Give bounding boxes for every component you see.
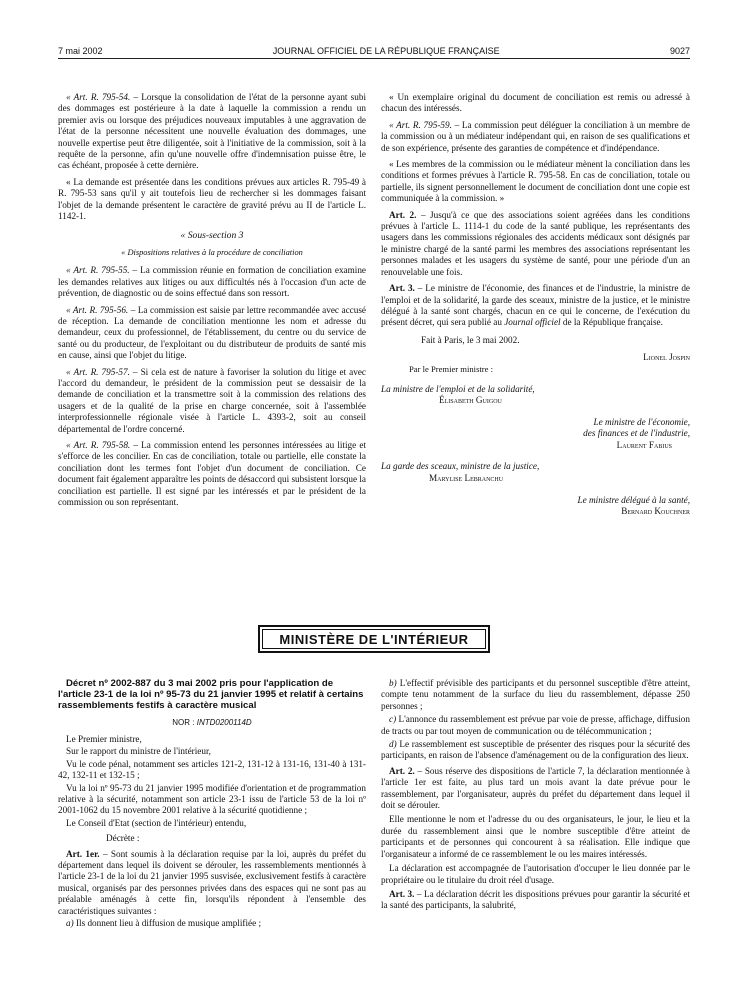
article-r795-54-para2: « La demande est présentée dans les conditions prévues aux articles R. 795-49 à R. 795-53 sans qu'il y ait toutefois lieu de rechercher si les dommages faisant l'objet de la demande présentent le caractère de gravité prévu au II de l'article L. 1142-1. — [58, 176, 366, 222]
decrete: Décrète : — [106, 833, 140, 844]
ministry-heading-text: MINISTÈRE DE L'INTÉRIEUR — [279, 631, 469, 647]
header-date: 7 mai 2002 — [58, 46, 103, 56]
mediator-para: « Les membres de la commission ou le médiateur mènent la conciliation dans les conditions et formes prévues à l'article R. 795-58. En cas de conciliation, totale ou partielle, ils signent personnellement le document de conciliation dont une copie est communiquée à la commission. » — [381, 159, 690, 204]
conseil-etat: Le Conseil d'Etat (section de l'intérieur) entendu, — [66, 817, 247, 828]
conciliation-copy-para: « Un exemplaire original du document de conciliation est remis ou adressé à chacun des intéressés. — [381, 92, 690, 114]
par-le-premier-ministre: Par le Premier ministre : — [409, 363, 494, 374]
left-column-bottom — [58, 678, 366, 935]
article-r795-56: « Art. R. 795-56. – La commission est saisie par lettre recommandée avec accusé de réception. La demande de conciliation mentionne les nom et adresse du demandeur, ceux du professionnel, de l'établissement, du centre ou du service de santé ou du producteur, de l'exploitant ou du distributeur de produits de santé mis en cause, ainsi que l'objet du litige. — [58, 304, 366, 361]
sur-le-rapport: Sur le rapport du ministre de l'intérieur, — [66, 746, 211, 757]
minister-sante-name: Bernard Kouchner — [621, 506, 690, 517]
premier-ministre: Le Premier ministre, — [66, 734, 142, 745]
article-1-c: c) L'annonce du rassemblement est prévue par voie de presse, affichage, diffusion de tracts ou par tout moyen de communication ou de télécommunication ; — [381, 714, 690, 736]
minister-economie-title-b: des finances et de l'industrie, — [583, 428, 690, 439]
decree-article-2: Art. 2. – Sous réserve des dispositions de l'article 7, la déclaration mentionnée à l'article 1er est faite, au plus tard un mois avant la date prévue pour le rassemblement, par l'organisateur, auprès du préfet du département dans lequel il doit se dérouler. — [381, 765, 690, 811]
article-r795-54: « Art. R. 795-54. – Lorsque la consolidation de l'état de la personne ayant subi des dommages est postérieure à la date à laquelle la commission a rendu un premier avis ou lorsque des préjudices nouveaux imputables à une aggravation de l'état de la personne nécessitent une nouvelle évaluation des dommages, une nouvelle expertise peut être diligentée, soit à l'initiative de la commission, soit à la requête de la personne, afin qu'une nouvelle offre d'indemnisation puisse être, le cas échéant, proposée à cette dernière. — [58, 92, 366, 171]
left-column-top — [58, 92, 366, 513]
signature-block — [381, 335, 690, 518]
article-r795-58: « Art. R. 795-58. – La commission entend les personnes intéressées au litige et s'efforce de les concilier. En cas de conciliation, totale ou partielle, elle constate la conciliation dont les termes font l'objet d'un document de conciliation. Ce document fait également apparaître les points de désaccord qui subsistent lorsque la conciliation est partielle. Il est signé par les intéressés et par le président de la commission ou son représentant. — [58, 439, 367, 507]
minister-sante-title: Le ministre délégué à la santé, — [577, 494, 690, 505]
decree-article-3: Art. 3. – La déclaration décrit les dispositions prévues pour garantir la sécurité et la santé des participants, la salubrité, — [381, 888, 690, 911]
header-page-number: 9027 — [669, 46, 690, 56]
right-column-bottom — [381, 678, 690, 917]
subsection-title: « Sous-section 3 — [180, 230, 244, 242]
article-1-a: a) Ils donnent lieu à diffusion de musique amplifiée ; — [66, 918, 262, 929]
header-journal-title: JOURNAL OFFICIEL DE LA RÉPUBLIQUE FRANÇAISE — [272, 46, 500, 56]
article-2: Art. 2. – Jusqu'à ce que des associations soient agréées dans les conditions prévues à l'article L. 1114-1 du code de la santé publique, les représentants des usagers dans les commissions régionales des accidents médicaux sont désignés par le ministre chargé de la santé parmi les membres des associations représentant les personnes malades et les usagers du système de santé, pour une période d'un an renouvelable une fois. — [381, 209, 690, 277]
vu-code-penal: Vu le code pénal, notamment ses articles 121-2, 131-12 à 131-16, 131-40 à 131-42, 132-11 et 132-15 ; — [58, 758, 366, 781]
minister-economie-title-a: Le ministre de l'économie, — [593, 416, 690, 427]
right-column-top — [381, 92, 690, 518]
minister-justice-name: Marylise Lebranchu — [429, 473, 504, 484]
signature-prime-minister: Lionel Jospin — [643, 352, 690, 363]
article-r795-55: « Art. R. 795-55. – La commission réunie en formation de conciliation examine les demandes relatives aux litiges ou aux difficultés nés à l'occasion d'un acte de prévention, de diagnostic ou de soins effectué dans son ressort. — [58, 265, 366, 299]
page-header — [58, 44, 690, 58]
subsection-subtitle: « Dispositions relatives à la procédure de conciliation — [121, 247, 303, 257]
article-r795-59: « Art. R. 795-59. – La commission peut déléguer la conciliation à un membre de la commission ou à un médiateur indépendant qui, en raison de ses qualifications et de son expérience, présente des garanties de compétence et d'indépendance. — [381, 119, 690, 153]
decree-title: Décret nº 2002-887 du 3 mai 2002 pris pour l'application de l'article 23-1 de la loi nº 95-73 du 21 janvier 1995 et relatif à certains rassemblements festifs à caractère musical — [58, 678, 364, 712]
nor-reference: NOR : INTD0200114D — [172, 717, 252, 727]
article-1-d: d) Le rassemblement est susceptible de présenter des risques pour la sécurité des participants, en raison de l'absence d'aménagement ou de la configuration des lieux. — [381, 739, 690, 761]
minister-economie-name: Laurent Fabius — [616, 439, 672, 450]
article-1: Art. 1er. – Sont soumis à la déclaration requise par la loi, auprès du préfet du département dans lequel ils doivent se dérouler, les rassemblements mentionnés à l'article 23-1 de la loi du 21 janvier 1995 susvisée, exclusivement festifs à caractère musical, organisés par des personnes privées dans des espaces qui ne sont pas au préalable aménagés à cette fin, lorsqu'ils répondent à l'ensemble des caractéristiques suivantes : — [58, 848, 366, 916]
ministry-heading — [258, 625, 490, 653]
minister-emploi-title: La ministre de l'emploi et de la solidarité, — [381, 383, 535, 394]
article-r795-57: « Art. R. 795-57. – Si cela est de nature à favoriser la solution du litige et avec l'accord du demandeur, le président de la commission peut se dessaisir de la demande de conciliation et la transmettre soit à la commission des relations des usagers et de la qualité de la prise en charge concernée, soit à l'assemblée interprofessionnelle régionale visée à l'article L. 4393-2, soit au conseil départemental de l'ordre concerné. — [58, 366, 367, 434]
article-1-b: b) L'effectif prévisible des participants et du personnel susceptible d'être atteint, compte tenu notamment de la surface du lieu du rassemblement, dépasse 250 personnes ; — [381, 678, 690, 711]
fait-a-paris: Fait à Paris, le 3 mai 2002. — [421, 334, 520, 345]
article-3: Art. 3. – Le ministre de l'économie, des finances et de l'industrie, la ministre de l'emploi et de la solidarité, la garde des sceaux, ministre de la justice, et le ministre délégué à la santé sont chargés, chacun en ce qui le concerne, de l'exécution du présent décret, qui sera publié au Journal officiel de la République française. — [381, 283, 690, 328]
vu-loi-95-73: Vu la loi nº 95-73 du 21 janvier 1995 modifiée d'orientation et de programmation relative à la sécurité, notamment son article 23-1 issu de l'article 53 de la loi nº 2001-1062 du 15 novembre 2001 relative à la sécurité quotidienne ; — [58, 782, 366, 816]
minister-justice-title: La garde des sceaux, ministre de la justice, — [381, 461, 540, 472]
declaration-mention-para: Elle mentionne le nom et l'adresse du ou des organisateurs, le jour, le lieu et la durée du rassemblement ainsi que le nombre susceptible d'être atteint de participants et de personnes qui concourent à sa réalisation. Elle indique que l'organisateur a informé de ce rassemblement le ou les maires intéressés. — [381, 814, 690, 859]
header-rule — [58, 58, 690, 59]
minister-emploi-name: Élisabeth Guigou — [439, 395, 502, 406]
declaration-accompagnee-para: La déclaration est accompagnée de l'autorisation d'occuper le lieu donnée par le propriétaire ou le titulaire du droit réel d'usage. — [381, 863, 690, 885]
